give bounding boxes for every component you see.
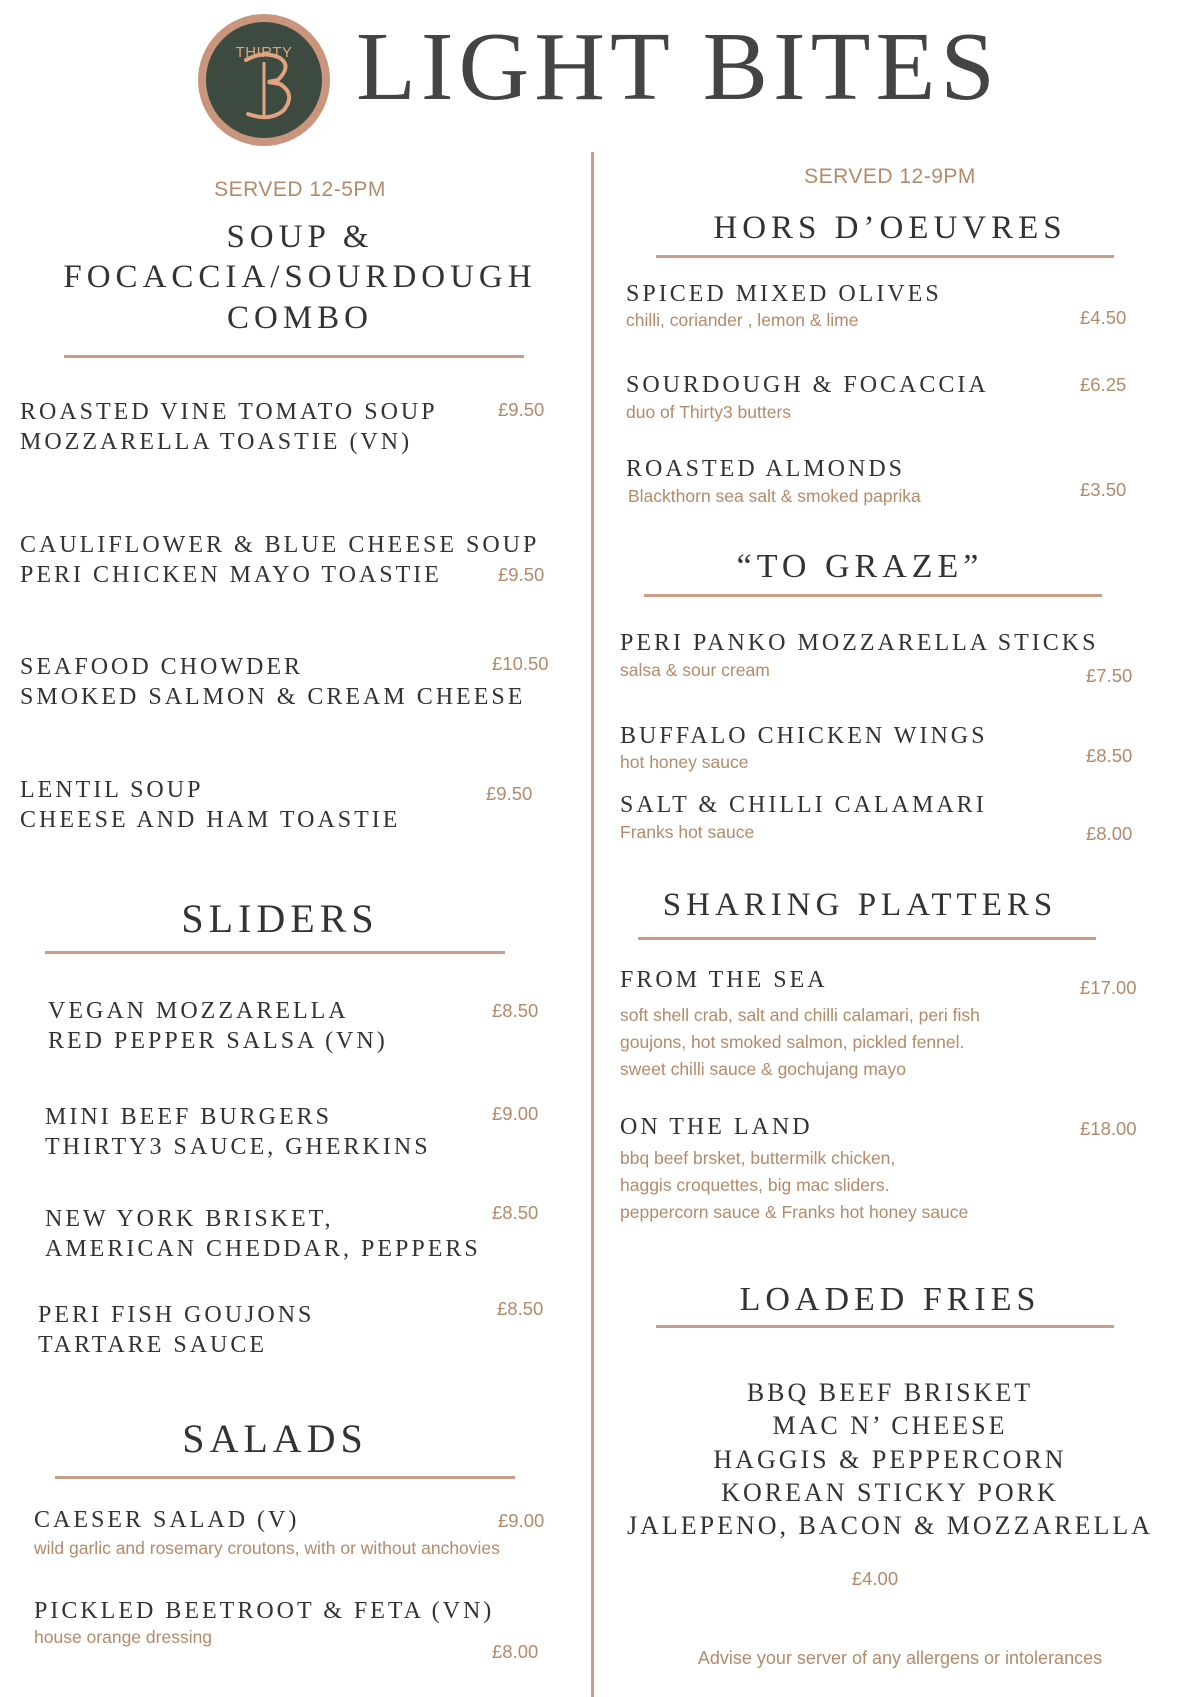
platter-name: FROM THE SEA: [620, 967, 828, 993]
platter-description: bbq beef brsket, buttermilk chicken, haggis croquettes, big mac sliders. peppercorn sauce & Franks hot honey sauce: [620, 1148, 969, 1223]
hors-item-description: Blackthorn sea salt & smoked paprika: [628, 486, 921, 506]
slider-price: £8.50: [492, 1000, 539, 1021]
slider-price: £8.50: [497, 1298, 544, 1319]
soup-combo-heading: SOUP & FOCACCIA/SOURDOUGH COMBO: [63, 219, 537, 336]
thirty3-logo: [198, 14, 330, 146]
hors-item-description: chilli, coriander , lemon & lime: [626, 310, 859, 330]
soup-heading-rule: [64, 355, 524, 358]
soup-price: £9.50: [498, 564, 545, 585]
sharing-heading-rule: [638, 937, 1096, 940]
graze-item-name: BUFFALO CHICKEN WINGS: [620, 723, 988, 749]
hors-item-name: SOURDOUGH & FOCACCIA: [626, 372, 989, 398]
platter-description: soft shell crab, salt and chilli calamari, peri fish goujons, hot smoked salmon, pickled fennel. sweet chilli sauce & gochujang mayo: [620, 1005, 980, 1080]
fries-option: JALEPENO, BACON & MOZZARELLA: [627, 1511, 1153, 1541]
fries-price: £4.00: [851, 1568, 899, 1589]
soup-item: SEAFOOD CHOWDER SMOKED SALMON & CREAM CHEESE: [20, 654, 526, 710]
fries-option: BBQ BEEF BRISKET: [746, 1378, 1034, 1407]
allergen-notice: Advise your server of any allergens or intolerances: [697, 1648, 1103, 1668]
graze-item-description: salsa & sour cream: [620, 660, 770, 680]
slider-item: NEW YORK BRISKET, AMERICAN CHEDDAR, PEPPERS: [45, 1206, 481, 1262]
hors-heading-rule: [656, 255, 1114, 258]
fries-option: KOREAN STICKY PORK: [721, 1477, 1059, 1507]
hors-item-description: duo of Thirty3 butters: [626, 402, 792, 422]
fries-heading-rule: [656, 1325, 1114, 1328]
fries-option: HAGGIS & PEPPERCORN: [713, 1444, 1067, 1474]
loaded-fries-list: [620, 1376, 1160, 1542]
hors-item-price: £6.25: [1080, 374, 1127, 395]
sharing-platters-heading: SHARING PLATTERS: [662, 887, 1058, 923]
hors-item-name: ROASTED ALMONDS: [626, 456, 906, 482]
graze-item-price: £7.50: [1086, 665, 1133, 686]
soup-price: £9.50: [486, 783, 533, 804]
graze-item-name: SALT & CHILLI CALAMARI: [620, 792, 987, 818]
right-served-time: SERVED 12-9PM: [804, 165, 976, 188]
salad-price: £9.00: [498, 1510, 545, 1531]
salad-description: house orange dressing: [34, 1627, 213, 1647]
graze-item-description: Franks hot sauce: [620, 822, 755, 842]
soup-price: £10.50: [492, 653, 549, 674]
left-served-time: SERVED 12-5PM: [214, 178, 386, 201]
hors-item-price: £3.50: [1080, 479, 1127, 500]
loaded-fries-heading: LOADED FRIES: [739, 1281, 1041, 1318]
salad-description: wild garlic and rosemary croutons, with or without anchovies: [34, 1538, 500, 1558]
slider-item: MINI BEEF BURGERS THIRTY3 SAUCE, GHERKINS: [45, 1104, 431, 1160]
platter-name: ON THE LAND: [620, 1114, 813, 1140]
sliders-heading: SLIDERS: [181, 896, 379, 941]
slider-price: £8.50: [492, 1202, 539, 1223]
to-graze-heading: “TO GRAZE”: [736, 548, 984, 585]
graze-item-price: £8.00: [1086, 823, 1133, 844]
hors-item-name: SPICED MIXED OLIVES: [626, 281, 942, 307]
platter-price: £18.00: [1080, 1118, 1137, 1139]
salad-name: CAESER SALAD (V): [34, 1507, 300, 1533]
fries-option: MAC N’ CHEESE: [772, 1411, 1008, 1441]
graze-item-name: PERI PANKO MOZZARELLA STICKS: [620, 630, 1099, 656]
salad-price: £8.00: [492, 1641, 539, 1662]
logo-three-icon: [206, 22, 322, 138]
page-title: LIGHT BITES: [356, 13, 1000, 121]
soup-item: LENTIL SOUP CHEESE AND HAM TOASTIE: [20, 777, 401, 833]
hors-item-price: £4.50: [1080, 307, 1127, 328]
slider-item: VEGAN MOZZARELLA RED PEPPER SALSA (VN): [48, 998, 388, 1054]
graze-heading-rule: [644, 594, 1102, 597]
soup-item: CAULIFLOWER & BLUE CHEESE SOUP PERI CHICKEN MAYO TOASTIE: [20, 532, 540, 588]
slider-item: PERI FISH GOUJONS TARTARE SAUCE: [38, 1302, 315, 1358]
platter-price: £17.00: [1080, 977, 1137, 998]
soup-price: £9.50: [498, 399, 545, 420]
graze-item-description: hot honey sauce: [620, 752, 749, 772]
salad-name: PICKLED BEETROOT & FETA (VN): [34, 1598, 495, 1624]
soup-item: ROASTED VINE TOMATO SOUP MOZZARELLA TOASTIE (VN): [20, 399, 438, 455]
column-divider: [591, 152, 594, 1697]
salads-heading: SALADS: [182, 1416, 368, 1461]
salads-heading-rule: [55, 1476, 515, 1479]
graze-item-price: £8.50: [1086, 745, 1133, 766]
slider-price: £9.00: [492, 1103, 539, 1124]
hors-doeuvres-heading: HORS D’OEUVRES: [713, 210, 1067, 246]
logo-text: THIRTY: [235, 44, 293, 61]
sliders-heading-rule: [45, 951, 505, 954]
